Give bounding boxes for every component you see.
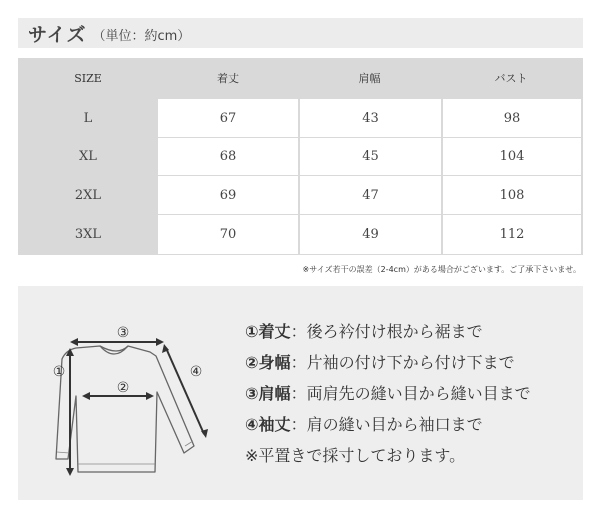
size-table — [18, 58, 583, 255]
instruction-label: ②身幅 — [245, 353, 291, 372]
instruction-text: ：両肩先の縫い目から縫い目まで — [290, 384, 531, 403]
length-value: 67 — [158, 99, 298, 137]
marker-chest: ② — [116, 380, 130, 396]
title-bar — [18, 18, 583, 48]
marker-length: ① — [52, 364, 66, 380]
measurement-panel — [18, 286, 583, 500]
header-length: 着丈 — [217, 72, 239, 85]
bust-value: 108 — [441, 176, 581, 214]
page-subtitle: （単位：約cm） — [92, 28, 191, 44]
instruction-item — [245, 409, 531, 440]
instruction-text: ：後ろ衿付け根から裾まで — [290, 322, 483, 341]
marker-sleeve: ④ — [189, 364, 203, 380]
header-size: SIZE — [74, 71, 102, 85]
shoulder-value: 47 — [298, 176, 441, 214]
length-value: 68 — [158, 138, 298, 175]
shoulder-value: 49 — [298, 215, 441, 254]
instruction-label: ③肩幅 — [245, 384, 291, 403]
shoulder-value: 45 — [298, 138, 441, 175]
table-row — [18, 99, 583, 137]
table-row — [18, 215, 583, 254]
page-title: サイズ — [28, 23, 87, 46]
size-label: 2XL — [74, 187, 102, 203]
instruction-item — [245, 347, 531, 378]
size-note: ※サイズ若干の誤差（2-4cm）がある場合がございます。ご了承下さいませ。 — [302, 265, 581, 274]
instruction-note — [245, 440, 531, 471]
shoulder-value: 43 — [298, 99, 441, 137]
header-bust: バスト — [494, 72, 528, 85]
shirt-diagram — [48, 304, 228, 484]
instruction-text: ：片袖の付け下から付け下まで — [290, 353, 515, 372]
bust-value: 104 — [441, 138, 581, 175]
instruction-label: ①着丈 — [245, 322, 291, 341]
table-row — [18, 138, 583, 175]
instruction-note-text: ※平置きで採寸しております。 — [245, 446, 466, 465]
size-label: 3XL — [74, 227, 102, 242]
bust-value: 98 — [441, 99, 581, 137]
bust-value: 112 — [441, 215, 581, 254]
size-label: XL — [79, 149, 97, 164]
table-header-row — [18, 58, 583, 98]
instruction-item — [245, 378, 531, 409]
size-label: L — [83, 110, 93, 126]
table-row — [18, 176, 583, 214]
header-shoulder: 肩幅 — [358, 72, 381, 85]
marker-shoulder: ③ — [116, 325, 130, 341]
length-arrow — [66, 348, 74, 476]
measurement-instructions — [245, 316, 531, 471]
length-value: 70 — [158, 215, 298, 254]
instruction-text: ：肩の縫い目から袖口まで — [290, 415, 483, 434]
instruction-item — [245, 316, 531, 347]
length-value: 69 — [158, 176, 298, 214]
instruction-label: ④袖丈 — [245, 415, 291, 434]
